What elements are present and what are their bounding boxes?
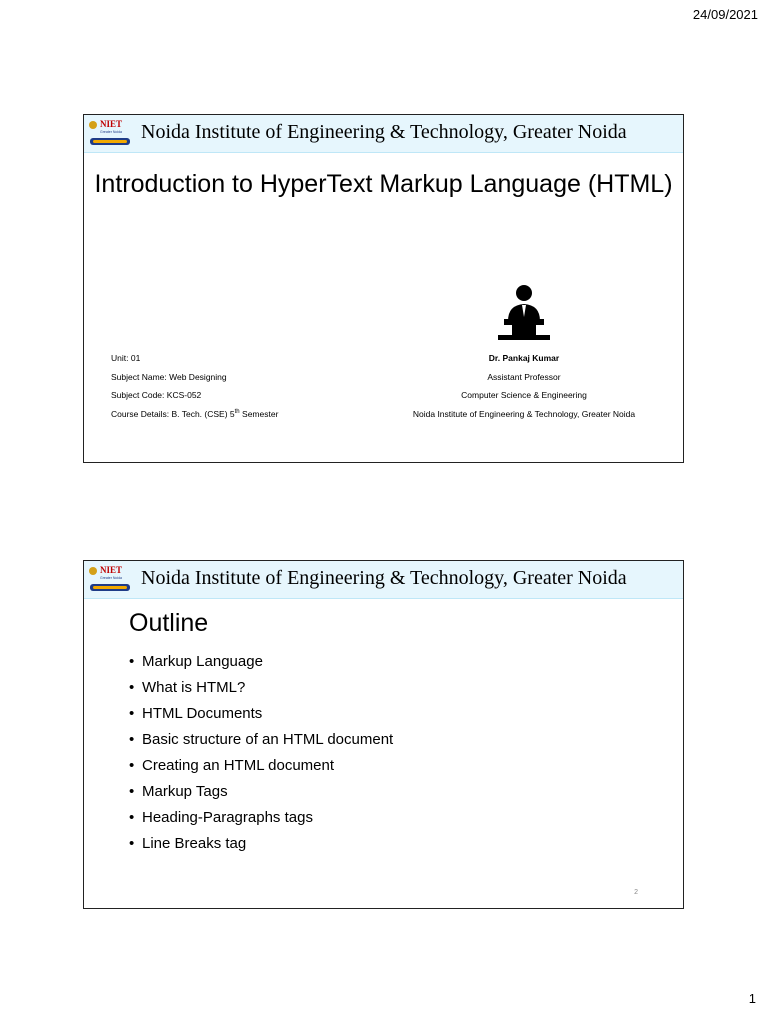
presenter-info	[384, 353, 664, 427]
presenter-affiliation: Noida Institute of Engineering & Technology, Greater Noida	[412, 408, 636, 419]
outline-title: Outline	[129, 609, 209, 637]
unit-line: Unit: 01	[111, 353, 141, 363]
logo-subtext: Greater Noida	[100, 576, 122, 580]
list-item: • HTML Documents	[129, 705, 263, 722]
institute-name: Noida Institute of Engineering & Technology, Greater Noida	[141, 121, 627, 143]
list-item: • Markup Language	[129, 653, 263, 670]
presenter-department: Computer Science & Engineering	[461, 390, 587, 400]
list-item: • Markup Tags	[129, 783, 228, 800]
logo-text: NIET	[100, 119, 123, 129]
subject-code-line: Subject Code: KCS-052	[111, 390, 202, 400]
course-details-line: Course Details: B. Tech. (CSE) 5th Semester	[111, 408, 279, 419]
presenter-name: Dr. Pankaj Kumar	[488, 353, 560, 363]
course-info	[111, 353, 278, 427]
slide-outline	[83, 560, 684, 909]
logo-subtext: Greater Noida	[100, 130, 122, 134]
slide-title	[83, 114, 684, 463]
outline-list	[129, 653, 393, 861]
list-item: • Creating an HTML document	[129, 757, 335, 774]
niet-logo-icon	[87, 117, 133, 150]
page-number: 1	[748, 991, 756, 1006]
slide-number: 2	[634, 889, 638, 896]
presenter-designation: Assistant Professor	[487, 371, 561, 382]
institute-name: Noida Institute of Engineering & Technology, Greater Noida	[141, 567, 627, 589]
list-item: • Heading-Paragraphs tags	[129, 809, 313, 826]
page-date: 24/09/2021	[692, 7, 758, 22]
slide-header	[84, 115, 683, 153]
list-item: • What is HTML?	[129, 679, 246, 696]
presentation-title: Introduction to HyperText Markup Language (HTML)	[94, 170, 673, 198]
niet-logo-icon	[87, 563, 133, 596]
speaker-at-podium-icon	[494, 283, 554, 343]
subject-name-line: Subject Name: Web Designing	[111, 371, 227, 382]
list-item: • Line Breaks tag	[129, 835, 247, 852]
slide-header	[84, 561, 683, 599]
logo-text: NIET	[100, 565, 123, 575]
list-item: • Basic structure of an HTML document	[129, 731, 394, 748]
